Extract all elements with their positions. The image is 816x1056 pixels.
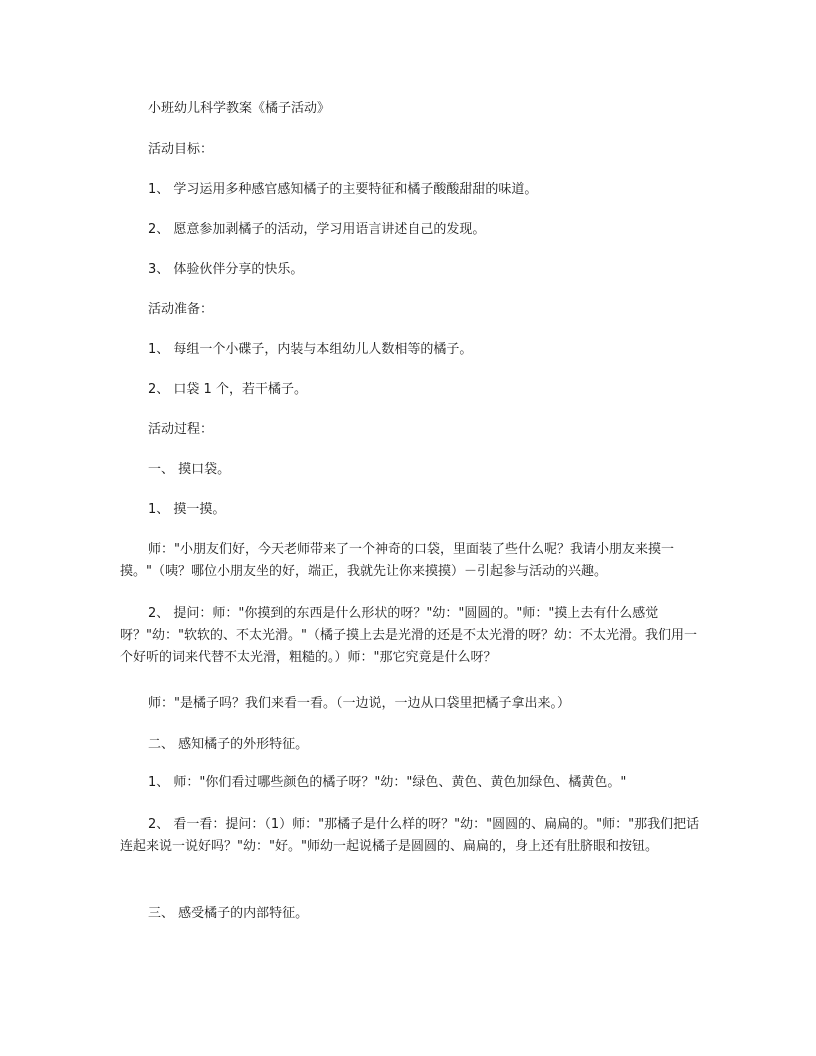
section-heading-1: 一、 摸口袋。 — [148, 462, 231, 477]
paragraph-3: 师："是橘子吗？我们来看一看。（一边说，一边从口袋里把橘子拿出来。） — [148, 696, 570, 711]
goals-heading: 活动目标： — [148, 142, 214, 157]
step-1-1: 1、 摸一摸。 — [148, 502, 226, 517]
goal-item-3: 3、 体验伙伴分享的快乐。 — [148, 262, 304, 277]
document-title: 小班幼儿科学教案《橘子活动》 — [148, 101, 331, 116]
prep-heading: 活动准备： — [148, 302, 214, 317]
paragraph-4: 1、 师："你们看过哪些颜色的橘子呀？"幼："绿色、黄色、黄色加绿色、橘黄色。" — [148, 775, 627, 790]
paragraph-1: 师："小朋友们好，今天老师带来了一个神奇的口袋，里面装了些什么呢？我请小朋友来摸一摸。"（咦？哪位小朋友坐的好，端正，我就先让你来摸摸）－引起参与活动的兴趣。 — [120, 542, 674, 579]
prep-item-1: 1、 每组一个小碟子，内装与本组幼儿人数相等的橘子。 — [148, 342, 473, 357]
goal-item-1: 1、 学习运用多种感官感知橘子的主要特征和橘子酸酸甜甜的味道。 — [148, 182, 538, 197]
section-heading-3: 三、 感受橘子的内部特征。 — [148, 906, 309, 921]
prep-item-2: 2、 口袋 1 个，若干橘子。 — [148, 382, 307, 397]
paragraph-5: 2、 看一看：提问：（1）师："那橘子是什么样的呀？"幼："圆圆的、扁扁的。"师："那我们把话连起来说一说好吗？"幼："好。"师幼一起说橘子是圆圆的、扁扁的，身上还有肚脐眼和按钮。 — [120, 817, 700, 854]
process-heading: 活动过程： — [148, 422, 214, 437]
paragraph-2: 2、 提问：师："你摸到的东西是什么形状的呀？"幼："圆圆的。"师："摸上去有什么感觉呀？"幼："软软的、不太光滑。"（橘子摸上去是光滑的还是不太光滑的呀？幼：不太光滑。我们用一个好听的词来代替不太光滑，粗糙的。）师："那它究竟是什么呀？ — [120, 606, 697, 665]
goal-item-2: 2、 愿意参加剥橘子的活动，学习用语言讲述自己的发现。 — [148, 222, 486, 237]
section-heading-2: 二、 感知橘子的外形特征。 — [148, 737, 309, 752]
